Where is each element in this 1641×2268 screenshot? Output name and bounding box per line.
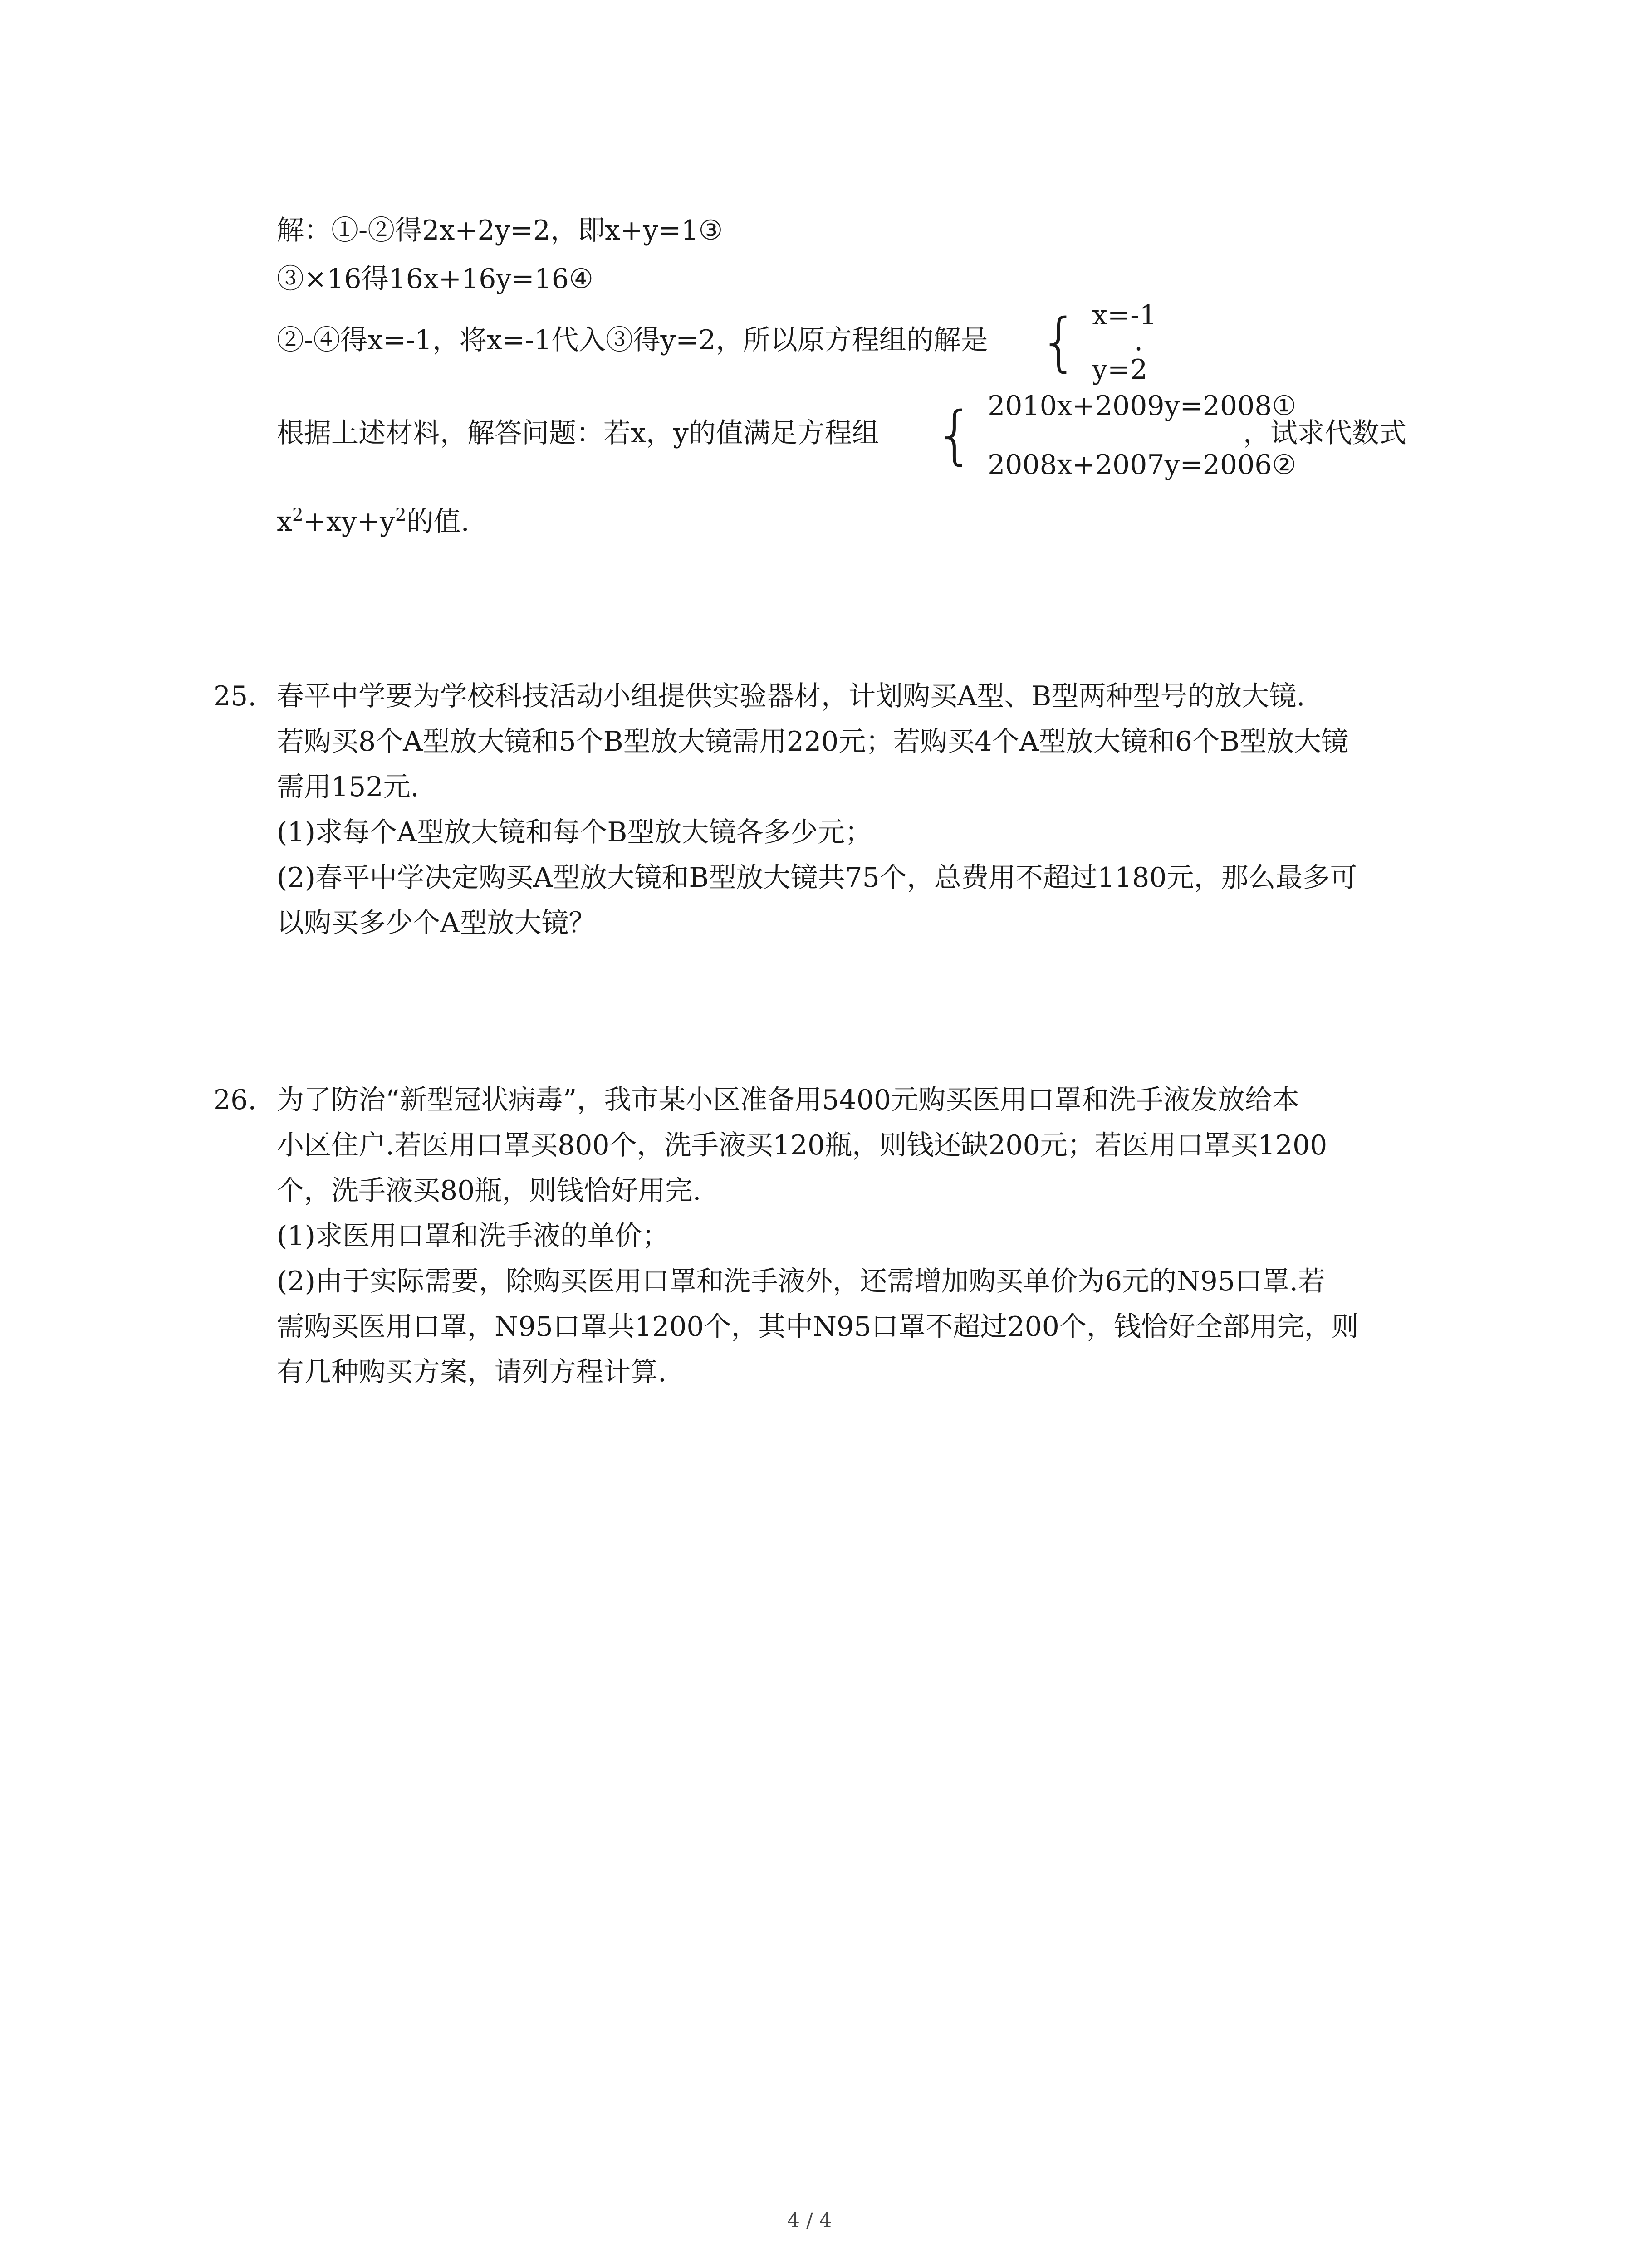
q26-line-5: (2)由于实际需要，除购买医用口罩和洗手液外，还需增加购买单价为6元的N95口罩.若 — [277, 1266, 1326, 1297]
page-number: 4 / 4 — [787, 2209, 832, 2232]
q25-line-3: 需用152元. — [277, 771, 419, 803]
q25-line-4: (1)求每个A型放大镜和每个B型放大镜各多少元； — [277, 816, 872, 848]
solution-line-5: $x^2+xy+y^2$的值. — [277, 505, 470, 538]
solution-line-2: ③×16得16x+16y=16④ — [277, 263, 593, 295]
q26-line-6: 需购买医用口罩，N95口罩共1200个，其中N95口罩不超过200个，钱恰好全部用完，则 — [277, 1311, 1359, 1343]
case-x: x=-1 — [1092, 299, 1157, 331]
equation-1: 2010x+2009y=2008① — [988, 390, 1297, 422]
q25-line-5: (2)春平中学决定购买A型放大镜和B型放大镜共75个，总费用不超过1180元，那么最多可 — [277, 862, 1357, 894]
q26-line-7: 有几种购买方案，请列方程计算. — [277, 1356, 667, 1388]
left-brace: { — [935, 398, 975, 472]
q25-line-6: 以购买多少个A型放大镜？ — [277, 907, 596, 939]
equation-2: 2008x+2007y=2006② — [988, 449, 1297, 481]
solution-line-3: ②-④得x=-1，将x=-1代入③得y=2，所以原方程组的解是 — [277, 324, 988, 356]
left-brace: { — [1039, 305, 1080, 379]
solution-cases-2 — [935, 390, 1296, 481]
solution-line-1: 解：①-②得2x+2y=2，即x+y=1③ — [277, 215, 723, 246]
q26-line-1: 为了防治“新型冠状病毒”，我市某小区准备用5400元购买医用口罩和洗手液发放给本 — [277, 1084, 1300, 1116]
solution-line-3-end: . — [1134, 325, 1143, 357]
q25-line-2: 若购买8个A型放大镜和5个B型放大镜需用220元；若购买4个A型放大镜和6个B型放大镜 — [277, 726, 1349, 758]
case-y: y=2 — [1092, 354, 1148, 386]
solution-line-4: 根据上述材料，解答问题：若x，y的值满足方程组 — [277, 417, 879, 449]
q25-number: 25. — [213, 680, 257, 712]
q26-line-3: 个，洗手液买80瓶，则钱恰好用完. — [277, 1175, 701, 1207]
solution-line-4-end: ，试求代数式 — [1243, 417, 1406, 449]
q25-line-1: 春平中学要为学校科技活动小组提供实验器材，计划购买A型、B型两种型号的放大镜. — [277, 680, 1305, 712]
q26-line-2: 小区住户.若医用口罩买800个，洗手液买120瓶，则钱还缺200元；若医用口罩买1200 — [277, 1129, 1327, 1161]
q26-number: 26. — [213, 1084, 257, 1116]
q26-line-4: (1)求医用口罩和洗手液的单价； — [277, 1220, 669, 1252]
